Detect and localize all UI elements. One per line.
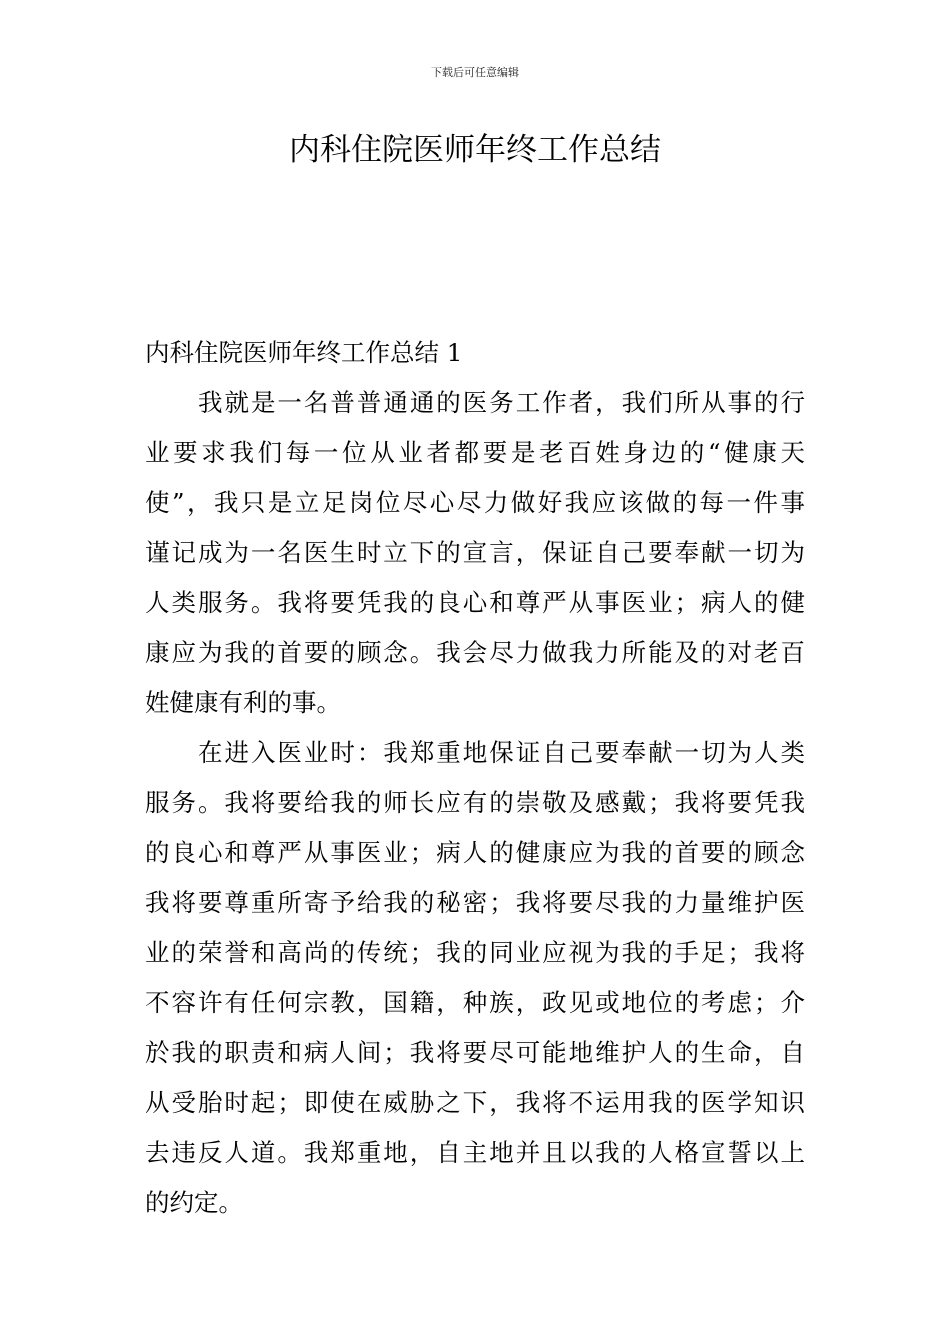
paragraph-2: [145, 728, 805, 1228]
paragraph-line: 我将要尊重所寄予给我的秘密；我将要尽我的力量维护医: [145, 888, 805, 917]
section-heading: 内科住院医师年终工作总结 1: [145, 338, 463, 367]
paragraph-line: 於我的职责和病人间；我将要尽可能地维护人的生命，自: [145, 1038, 805, 1067]
paragraph-line: 业的荣誉和高尚的传统；我的同业应视为我的手足；我将: [145, 938, 805, 967]
paragraph-line: 去违反人道。我郑重地，自主地并且以我的人格宣誓以上: [145, 1138, 805, 1167]
paragraph-line: 从受胎时起；即使在威胁之下，我将不运用我的医学知识: [145, 1088, 805, 1117]
paragraph-line: 姓健康有利的事。: [145, 688, 341, 717]
paragraph-line: 人类服务。我将要凭我的良心和尊严从事医业；病人的健: [145, 588, 805, 617]
page-header-note: 下载后可任意编辑: [431, 66, 519, 79]
paragraph-line: 谨记成为一名医生时立下的宣言，保证自己要奉献一切为: [145, 538, 805, 567]
paragraph-line: 业要求我们每一位从业者都要是老百姓身边的“健康天: [145, 438, 805, 467]
paragraph-line: 的良心和尊严从事医业；病人的健康应为我的首要的顾念: [145, 838, 805, 867]
paragraph-line: 在进入医业时：我郑重地保证自己要奉献一切为人类: [198, 738, 805, 767]
paragraph-line: 的约定。: [145, 1188, 243, 1217]
paragraph-line: 不容许有任何宗教，国籍，种族，政见或地位的考虑；介: [145, 988, 805, 1017]
paragraph-1: [145, 378, 805, 728]
paragraph-line: 康应为我的首要的顾念。我会尽力做我力所能及的对老百: [145, 638, 805, 667]
document-body: [145, 328, 805, 1228]
paragraph-line: 服务。我将要给我的师长应有的崇敬及感戴；我将要凭我: [145, 788, 805, 817]
paragraph-line: 我就是一名普普通通的医务工作者，我们所从事的行: [198, 388, 805, 417]
paragraph-line: 使”，我只是立足岗位尽心尽力做好我应该做的每一件事: [145, 488, 805, 517]
document-title: 内科住院医师年终工作总结: [289, 132, 661, 168]
